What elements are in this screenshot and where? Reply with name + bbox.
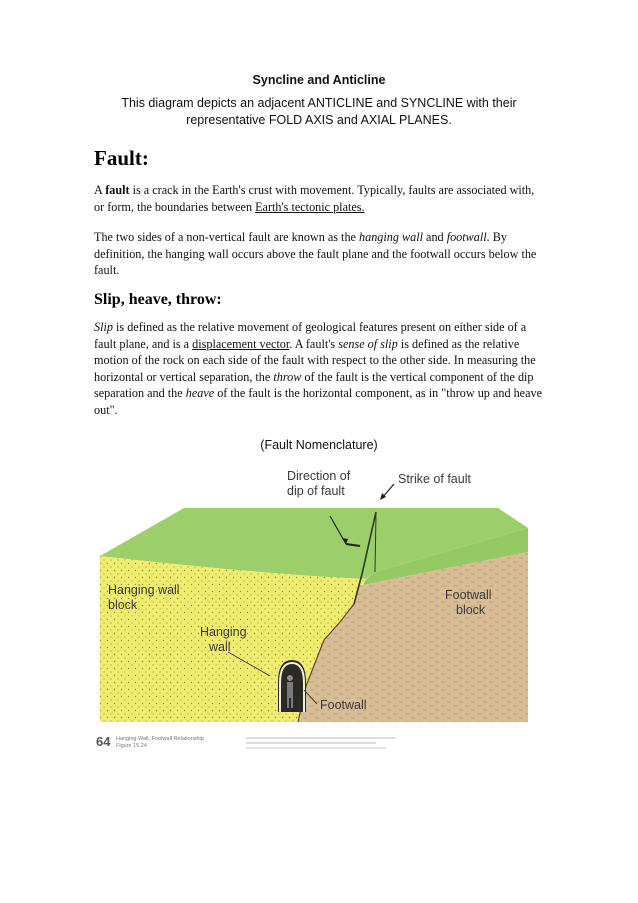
italic-term-hanging-wall: hanging wall [359, 230, 423, 244]
hanging-wall-label-1: Hanging [200, 625, 247, 639]
text-run: is defined as the relative motion of the rock on each side of the fault with respect to the other side. In measuring the horizontal or vertical separation, the [94, 336, 536, 384]
text-run: A [94, 183, 106, 197]
hanging-wall-label-2: wall [209, 640, 231, 654]
slip-heading: Slip, heave, throw: [94, 291, 222, 308]
italic-term-throw: throw [273, 369, 302, 384]
text-run: is defined as the relative movement of geological features present on either side of a fault plane, and is a [94, 320, 527, 351]
fault-paragraph-2 [94, 229, 544, 279]
direction-label-2: dip of fault [287, 484, 345, 498]
fault-heading: Fault: [94, 146, 149, 170]
text-run: is a crack in the Earth's crust with movement. Typically, faults are associated with, or form, the boundaries between [94, 183, 535, 214]
text-run: and [423, 230, 447, 244]
miner-figure [287, 675, 293, 681]
italic-term-slip: Slip [94, 320, 113, 334]
text-run: of the fault is the vertical component of the dip separation and the [94, 369, 534, 400]
figure-footer-title-2: Figure 15.24 [116, 743, 147, 749]
footer-credit-line [246, 742, 376, 744]
fault-nomenclature-figure [92, 464, 548, 754]
direction-label-1: Direction of [287, 469, 351, 483]
figure-footer-title-1: Hanging Wall, Footwall Relationship [116, 736, 204, 742]
bold-term-fault: fault [105, 183, 130, 197]
footwall-label: Footwall [320, 698, 367, 712]
text-run: . By definition, the hanging wall occurs above the fault plane and the footwall occurs below the fault. [94, 230, 537, 277]
figure-caption: (Fault Nomenclature) [260, 438, 378, 452]
diagram-caption-title: Syncline and Anticline [252, 73, 386, 87]
caption-line-2: representative FOLD AXIS and AXIAL PLANES. [186, 113, 452, 127]
text-run: of the fault is the horizontal component, as in "throw up and heave out". [94, 386, 542, 417]
text-run: . A fault's [289, 336, 339, 351]
text-run: The two sides of a non-vertical fault are known as the [94, 230, 359, 244]
footer-credit-line [246, 737, 396, 739]
italic-term-sense-of-slip: sense of slip [338, 336, 398, 351]
italic-term-footwall: footwall [446, 230, 487, 244]
hanging-wall-block-label-2: block [108, 598, 138, 612]
displacement-vector-link[interactable]: displacement vector [192, 336, 290, 351]
diagram-caption-text [110, 95, 528, 129]
figure-number: 64 [96, 734, 111, 749]
footwall-block-label-1: Footwall [445, 588, 492, 602]
strike-label: Strike of fault [398, 472, 471, 486]
footer-credit-line [246, 747, 386, 749]
footwall-block-label-2: block [456, 603, 486, 617]
caption-line-1: This diagram depicts an adjacent ANTICLINE and SYNCLINE with their [121, 96, 517, 110]
slip-paragraph [94, 319, 544, 418]
fault-paragraph-1 [94, 182, 544, 215]
tectonic-plates-link[interactable]: Earth's tectonic plates. [255, 199, 365, 214]
hanging-wall-block-label-1: Hanging wall [108, 583, 180, 597]
italic-term-heave: heave [185, 386, 215, 400]
